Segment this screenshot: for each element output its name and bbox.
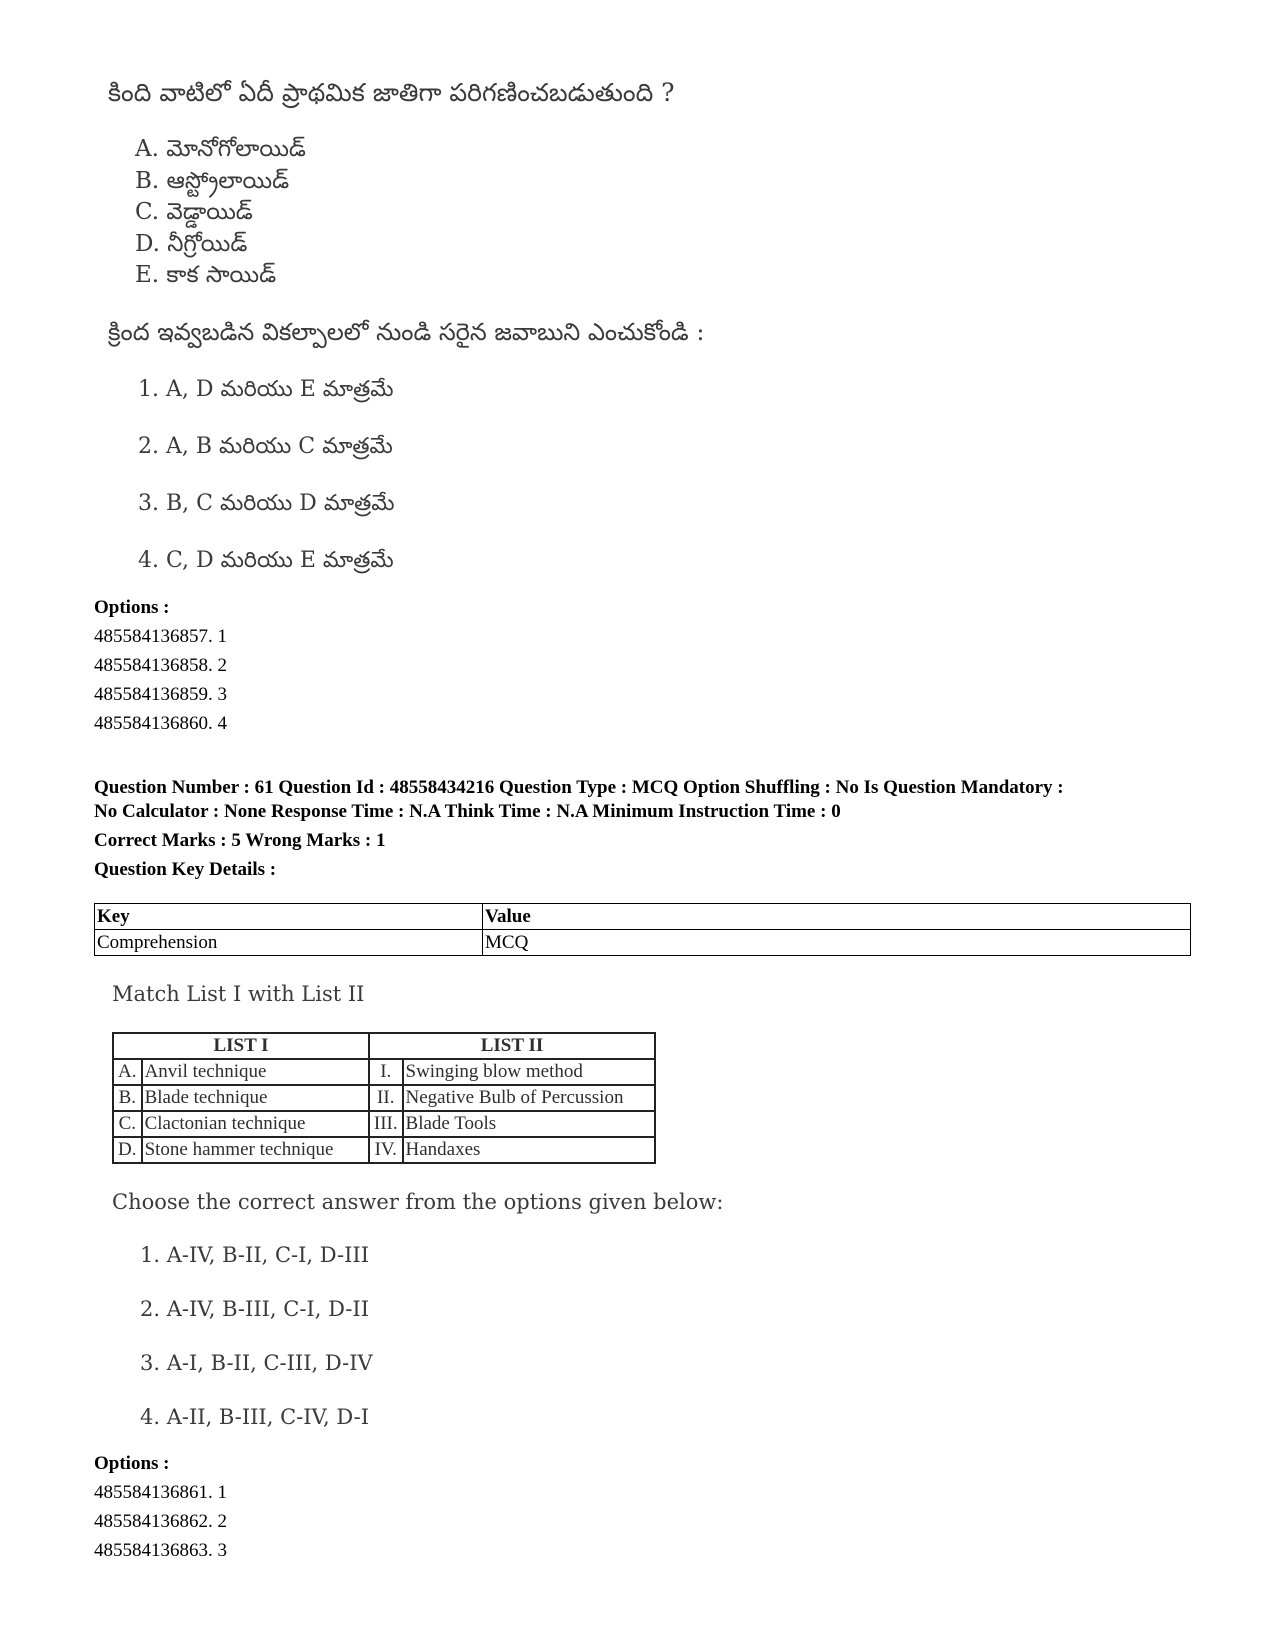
q60-item: B. ఆస్ట్రోలాయిడ్ [135, 167, 290, 194]
q61-answer-choice: 3. A-I, B-II, C-III, D-IV [140, 1351, 373, 1375]
q60-answer-choice: 4. C, D మరియు E మాత్రమే [138, 548, 394, 573]
list-1-letter: A. [113, 1059, 142, 1085]
q60-items-list [135, 134, 306, 292]
q60-item: D. నీగ్రోయిడ్ [135, 230, 248, 257]
q61-key-details-label: Question Key Details : [94, 859, 277, 880]
list-2-item: Handaxes [403, 1137, 655, 1163]
q61-meta-line-1: Question Number : 61 Question Id : 48558434216 Question Type : MCQ Option Shuffling : No Is Question Mandatory : [94, 777, 1064, 798]
q60-item: C. వెడ్డాయిడ్ [135, 199, 253, 225]
q60-option: 485584136857. 1 [94, 626, 227, 647]
q60-option: 485584136860. 4 [94, 713, 227, 734]
table-row [95, 930, 1191, 956]
q61-match-list-table [112, 1032, 656, 1164]
q61-marks: Correct Marks : 5 Wrong Marks : 1 [94, 830, 386, 851]
q61-key-table [94, 903, 1191, 956]
q61-match-title: Match List I with List II [112, 982, 365, 1006]
q60-answer-choice: 3. B, C మరియు D మాత్రమే [138, 491, 395, 516]
list-2-item: Blade Tools [403, 1111, 655, 1137]
q61-answer-choice: 4. A-II, B-III, C-IV, D-I [140, 1405, 369, 1429]
q60-options-label: Options : [94, 597, 170, 618]
q61-options-label: Options : [94, 1453, 170, 1474]
list-2-item: Swinging blow method [403, 1059, 655, 1085]
list-1-item: Blade technique [142, 1085, 369, 1111]
list-2-header: LIST II [369, 1033, 655, 1059]
table-row [113, 1059, 655, 1085]
q60-choose-instruction: క్రింద ఇవ్వబడిన వికల్పాలలో నుండి సరైన జవాబుని ఎంచుకోండి : [108, 318, 705, 346]
q61-answer-choice: 1. A-IV, B-II, C-I, D-III [140, 1243, 369, 1267]
key-cell: Comprehension [95, 930, 483, 956]
value-header-cell: Value [483, 904, 1191, 930]
list-2-item: Negative Bulb of Percussion [403, 1085, 655, 1111]
q60-option: 485584136859. 3 [94, 684, 227, 705]
list-1-item: Clactonian technique [142, 1111, 369, 1137]
q61-option: 485584136863. 3 [94, 1540, 227, 1561]
q61-choose-instruction: Choose the correct answer from the options given below: [112, 1190, 724, 1214]
list-1-item: Anvil technique [142, 1059, 369, 1085]
value-cell: MCQ [483, 930, 1191, 956]
q60-answer-choice: 1. A, D మరియు E మాత్రమే [138, 377, 394, 402]
list-2-numeral: I. [369, 1059, 403, 1085]
q60-answer-choice: 2. A, B మరియు C మాత్రమే [138, 434, 393, 459]
table-row [113, 1085, 655, 1111]
q60-question-text: కింది వాటిలో ఏదీ ప్రాథమిక జాతిగా పరిగణించబడుతుంది ? [108, 78, 675, 107]
table-row [113, 1111, 655, 1137]
q61-option: 485584136861. 1 [94, 1482, 227, 1503]
list-1-letter: C. [113, 1111, 142, 1137]
list-1-letter: B. [113, 1085, 142, 1111]
list-1-header: LIST I [113, 1033, 369, 1059]
list-1-item: Stone hammer technique [142, 1137, 369, 1163]
q61-answer-choice: 2. A-IV, B-III, C-I, D-II [140, 1297, 369, 1321]
q60-item: A. మోనోగోలాయిడ్ [135, 136, 306, 162]
key-header-cell: Key [95, 904, 483, 930]
table-row [95, 904, 1191, 930]
q60-item: E. కాక సాయిడ్ [135, 262, 277, 288]
list-2-numeral: III. [369, 1111, 403, 1137]
q61-meta-line-2: No Calculator : None Response Time : N.A Think Time : N.A Minimum Instruction Time : 0 [94, 801, 841, 822]
list-2-numeral: IV. [369, 1137, 403, 1163]
q60-option: 485584136858. 2 [94, 655, 227, 676]
table-row [113, 1033, 655, 1059]
table-row [113, 1137, 655, 1163]
list-2-numeral: II. [369, 1085, 403, 1111]
list-1-letter: D. [113, 1137, 142, 1163]
q61-option: 485584136862. 2 [94, 1511, 227, 1532]
